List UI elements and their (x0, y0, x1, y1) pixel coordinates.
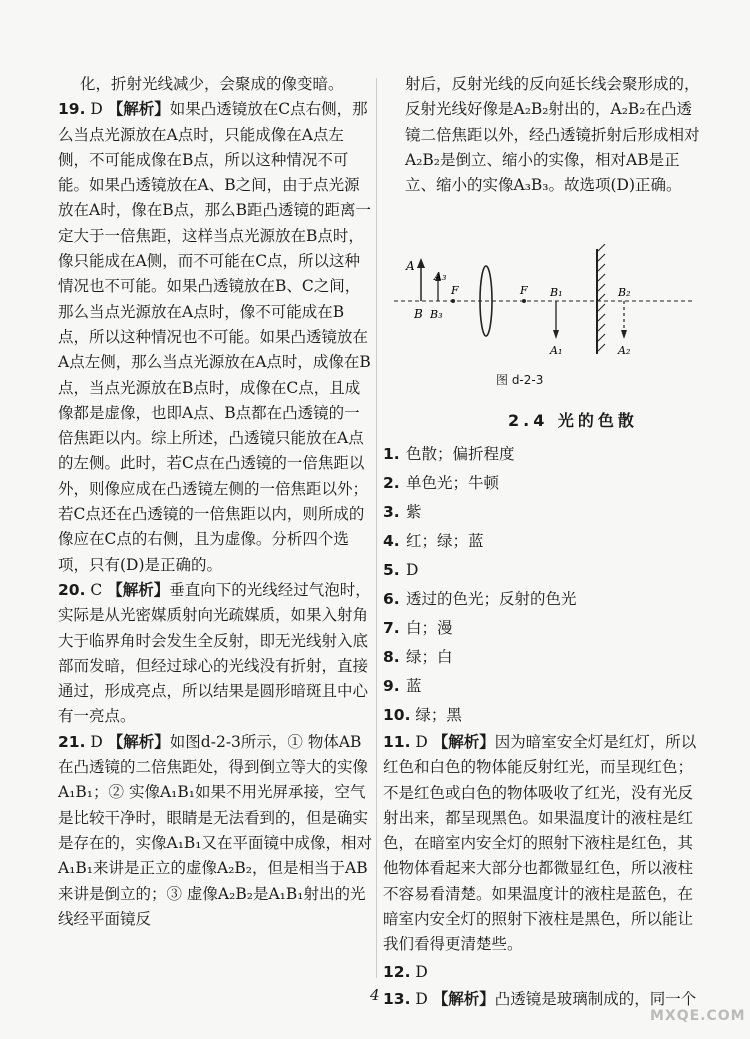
label-f-right: F (520, 284, 528, 297)
section-title: 2.4 光的色散 (508, 411, 638, 430)
right-continuation: 射后，反射光线的反向延长线会聚形成的，反射光线好像是A₂B₂射出的，A₂B₂在凸透镜二倍焦距以外，经凸透镜折射后形成相对A₂B₂是倒立、缩小的实像，相对AB是正立、缩小的实像A₃B₃。故选项(D)正确。 (405, 75, 700, 195)
answer-item: 9. 蓝 (383, 677, 422, 695)
label-a1: A₁ (550, 344, 563, 357)
question-13: 13. D 【解析】凸透镜是玻璃制成的，同一个 (383, 989, 697, 1008)
label-a: A (406, 259, 415, 273)
question-12: 12. D (383, 962, 428, 981)
answer-item: 8. 绿；白 (383, 648, 453, 666)
optics-figure (394, 244, 694, 364)
question-20: 20. C 【解析】垂直向下的光线经过气泡时，实际是从光密媒质射向光疏媒质，如果入射角大于临界角时会发生全反射，即无光线射入底部而发暗，但经过球心的光线没有折射，直接通过，形成亮点，所以结果是圆形暗斑且中心有一亮点。 (58, 580, 371, 726)
label-b3: B₃ (430, 308, 443, 321)
watermark: MXQE.COM (650, 1008, 746, 1024)
answer-item: 4. 红；绿；蓝 (383, 532, 484, 550)
label-b: B (414, 307, 423, 321)
image-a1-arrowhead (553, 330, 559, 339)
question-11: 11. D 【解析】因为暗室安全灯是红灯，所以红色和白色的物体能反射红光，而呈现红色；不是红色或白色的物体吸收了红光，没有光反射出来，都呈现黑色。如果温度计的液柱是红色，在暗室内安全灯的照射下液柱是红色，其他物体看起来大部分也都微显红色，所以液柱不容易看清楚。如果温度计的液柱是蓝色，在暗室内安全灯的照射下液柱是黑色，所以能让我们看得更清楚些。 (383, 733, 697, 954)
label-a3: A₃ (434, 270, 447, 283)
question-19: 19. D 【解析】如果凸透镜放在C点右侧，那么当点光源放在A点时，只能成像在A点左侧，不可能成像在B点，所以这种情况不可能。如果凸透镜放在A、B之间，由于点光源放在A时，像在B点，那么B距凸透镜的距离一定大于一倍焦距，这样当点光源放在B点时，像只能成在A侧，而不可能在C点，所以这种情况也不可能。如果凸透镜放在B、C之间，那么当点光源放在A点时，像不可能成在B点，所以这种情况也不可能。如果凸透镜放在A点左侧，那么当点光源放在A点时，成像在B点，当点光源放在B点时，成像在C点，且成像都是虚像，也即A点、B点都在凸透镜的一倍焦距以内。综上所述，凸透镜只能放在A点的左侧。此时，若C点在凸透镜的一倍焦距以外，则像应成在凸透镜左侧的一倍焦距以外；若C点还在凸透镜的一倍焦距以内，则所成的像应在C点的右侧，且为虚像。分析四个选项，只有(D)是正确的。 (58, 100, 371, 574)
left-column (58, 72, 373, 932)
label-b1: B₁ (550, 286, 563, 299)
page-number: 4 (370, 986, 380, 1004)
image-a2-arrowhead (621, 330, 627, 339)
answer-list (383, 440, 703, 1012)
question-21: 21. D 【解析】如图d-2-3所示，① 物体AB在凸透镜的二倍焦距处，得到倒立等大的实像A₁B₁；② 实像A₁B₁如果不用光屏承接，空气是比较干净时，眼睛是无法看到的，但是确实是存在的，实像A₁B₁又在平面镜中成像，相对A₁B₁来讲是正立的虚像A₂B₂，但是相当于AB来讲是倒立的；③ 虚像A₂B₂是A₁B₁射出的光线经平面镜反 (58, 732, 373, 928)
answer-item: 7. 白；漫 (383, 619, 453, 637)
label-f-left: F (451, 284, 459, 297)
label-b2: B₂ (618, 286, 631, 299)
figure-caption: 图 d-2-3 (496, 373, 544, 387)
answer-item: 5. D (383, 561, 419, 579)
object-arrowhead (417, 258, 425, 268)
answer-item: 6. 透过的色光；反射的色光 (383, 590, 577, 608)
answer-item: 2. 单色光；牛顿 (383, 474, 499, 492)
focus-point-left (451, 299, 455, 303)
answer-item: 10. 绿；黑 (383, 706, 462, 724)
column-divider (376, 78, 377, 978)
focus-point-right (522, 299, 526, 303)
answer-item: 3. 紫 (383, 503, 422, 521)
left-continuation: 化，折射光线减少，会聚成的像变暗。 (80, 75, 344, 93)
right-column (383, 72, 703, 198)
label-a2: A₂ (618, 344, 631, 357)
answer-item: 1. 色散；偏折程度 (383, 445, 515, 463)
mirror-hatching (597, 244, 605, 352)
